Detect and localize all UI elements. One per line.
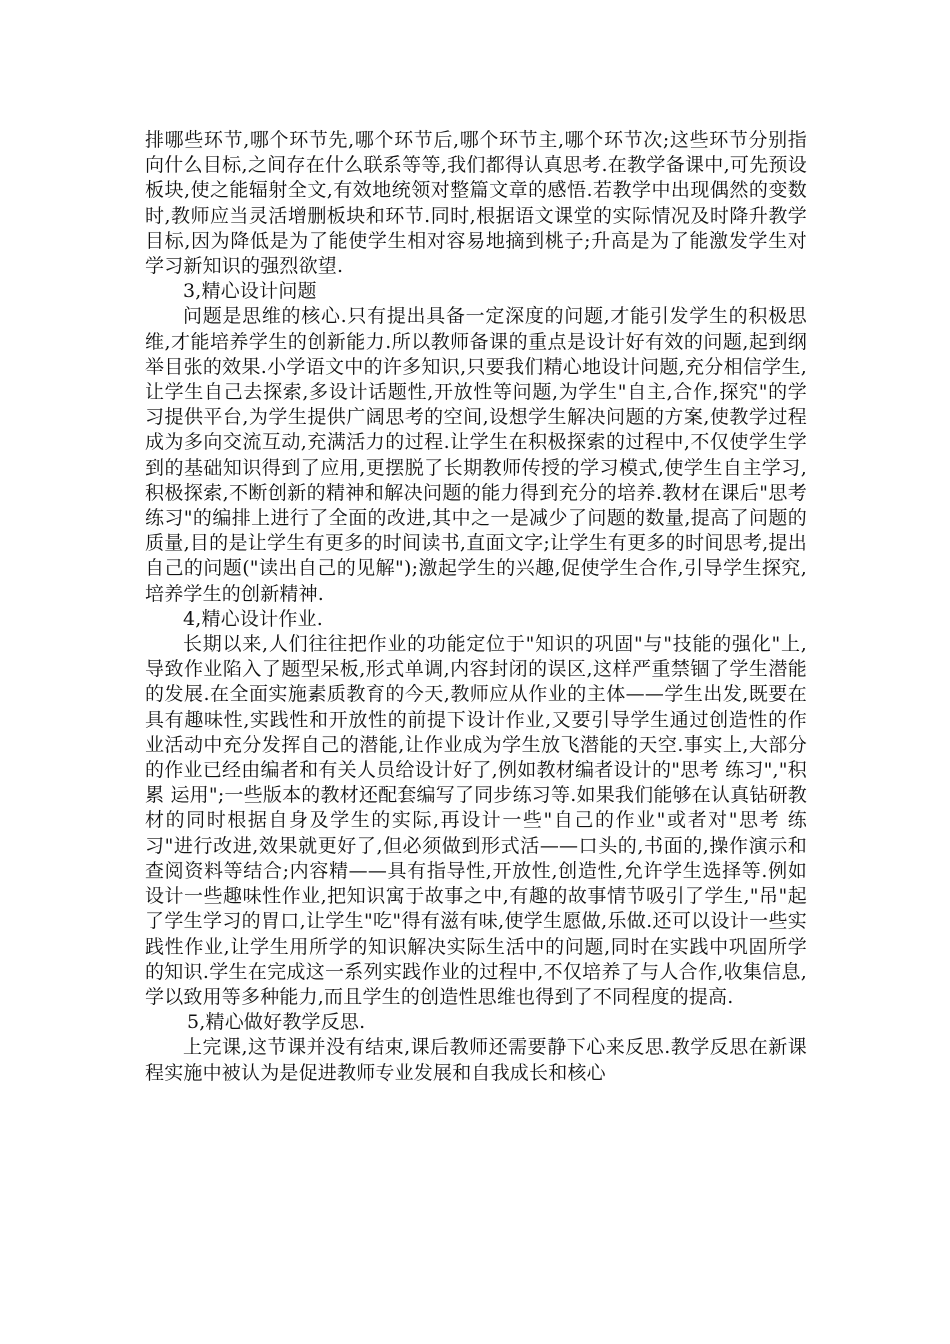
paragraph-section-4: 长期以来,人们往往把作业的功能定位于"知识的巩固"与"技能的强化"上,导致作业陷入了题型呆板,形式单调,内容封闭的误区,这样严重禁锢了学生潜能的发展.在全面实施素质教育的今天,教师应从作业的主体——学生出发,既要在具有趣味性,实践性和开放性的前提下设计作业,又要引导学生通过创造性的作业活动中充分发挥自己的潜能,让作业成为学生放飞潜能的天空.事实上,大部分的作业已经由编者和有关人员给设计好了,例如教材编者设计的"思考 练习","积累 运用";一些版本的教材还配套编写了同步练习等.如果我们能够在认真钻研教材的同时根据自身及学生的实际,再设计一些"自己的作业"或者对"思考 练习"进行改进,效果就更好了,但必须做到形式活——口头的,书面的,操作演示和查阅资料等结合;内容精——具有指导性,开放性,创造性,允许学生选择等.例如设计一些趣味性作业,把知识寓于故事之中,有趣的故事情节吸引了学生,"吊"起了学生学习的胃口,让学生"吃"得有滋有味,使学生愿做,乐做.还可以设计一些实践性作业,让学生用所学的知识解决实际生活中的问题,同时在实践中巩固所学的知识.学生在完成这一系列实践作业的过程中,不仅培养了与人合作,收集信息,学以致用等多种能力,而且学生的创造性思维也得到了不同程度的提高. (145, 633, 807, 1008)
paragraph-section-5: 上完课,这节课并没有结束,课后教师还需要静下心来反思.教学反思在新课程实施中被认为是促进教师专业发展和自我成长和核心 (145, 1036, 807, 1084)
section-heading-3: 3,精心设计问题 (183, 280, 317, 303)
paragraph-intro: 排哪些环节,哪个环节先,哪个环节后,哪个环节主,哪个环节次;这些环节分别指向什么目标,之间存在什么联系等等,我们都得认真思考.在教学备课中,可先预设板块,使之能辐射全文,有效地统领对整篇文章的感悟.若教学中出现偶然的变数时,教师应当灵活增删板块和环节.同时,根据语文课堂的实际情况及时降升教学目标,因为降低是为了能使学生相对容易地摘到桃子;升高是为了能激发学生对学习新知识的强烈欲望. (145, 129, 807, 278)
paragraph-section-3: 问题是思维的核心.只有提出具备一定深度的问题,才能引发学生的积极思维,才能培养学生的创新能力.所以教师备课的重点是设计好有效的问题,起到纲举目张的效果.小学语文中的许多知识,只要我们精心地设计问题,充分相信学生,让学生自己去探索,多设计话题性,开放性等问题,为学生"自主,合作,探究"的学习提供平台,为学生提供广阔思考的空间,设想学生解决问题的方案,使教学过程成为多向交流互动,充满活力的过程.让学生在积极探索的过程中,不仅使学生学到的基础知识得到了应用,更摆脱了长期教师传授的学习模式,使学生自主学习,积极探索,不断创新的精神和解决问题的能力得到充分的培养.教材在课后"思考 练习"的编排上进行了全面的改进,其中之一是减少了问题的数量,提高了问题的质量,目的是让学生有更多的时间读书,直面文字;让学生有更多的时间思考,提出自己的问题("读出自己的见解");激起学生的兴趣,促使学生合作,引导学生探究,培养学生的创新精神. (145, 305, 807, 605)
section-heading-5: 5,精心做好教学反思. (187, 1011, 366, 1034)
section-heading-4: 4,精心设计作业. (183, 607, 323, 630)
document-body (145, 128, 807, 1086)
